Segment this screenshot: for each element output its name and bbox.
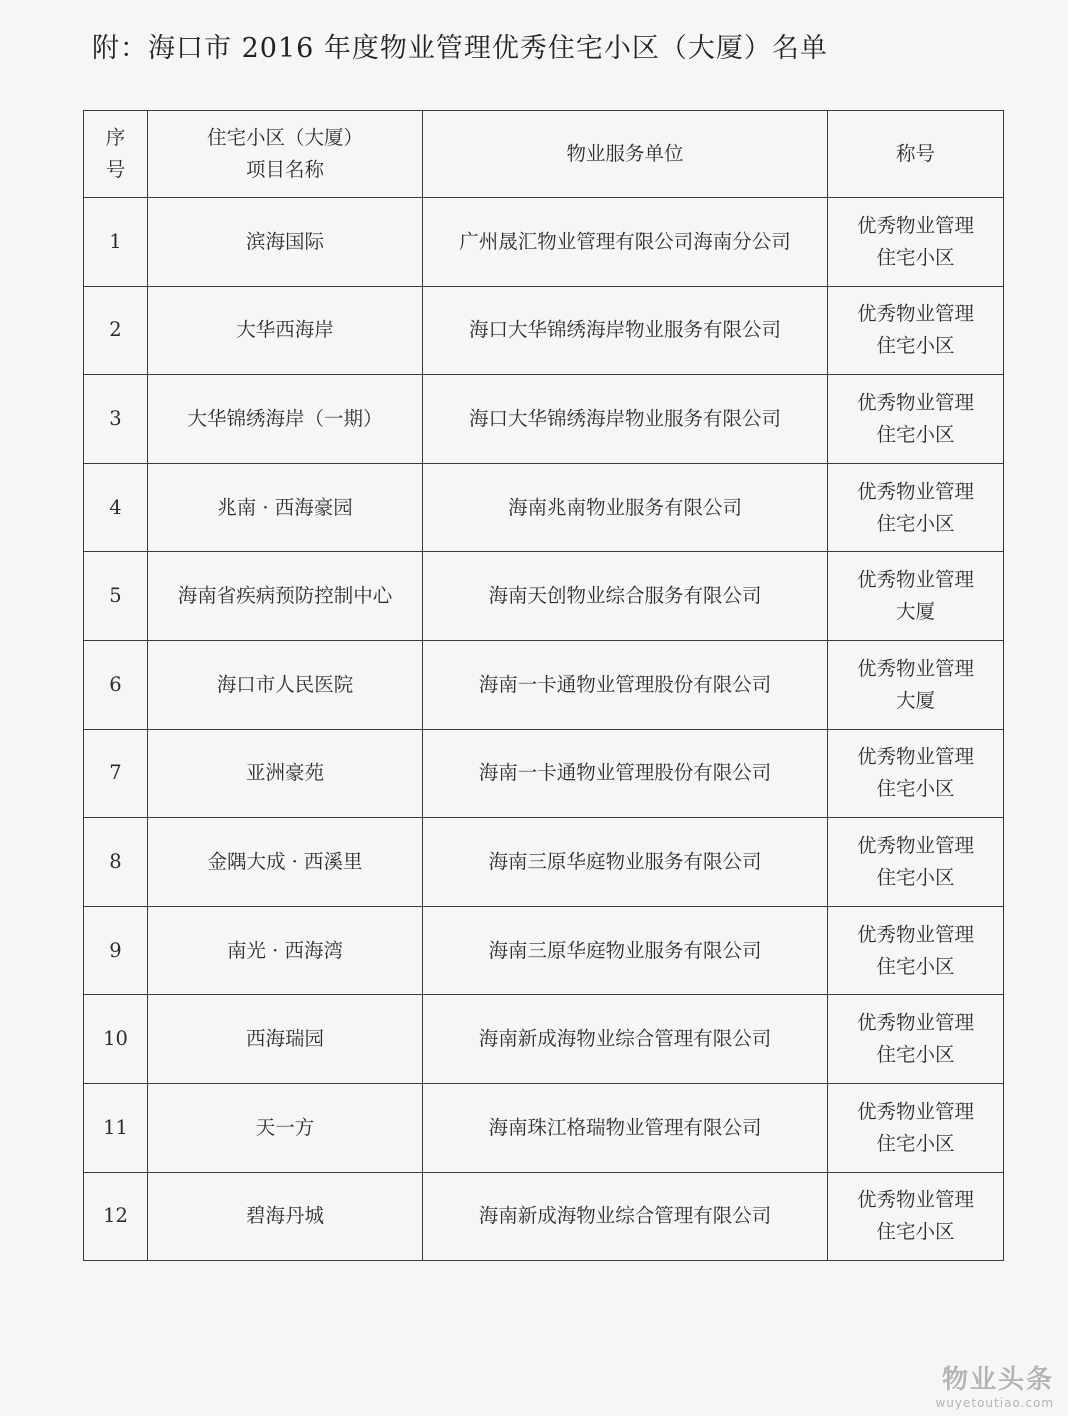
award-title-line: 优秀物业管理	[856, 922, 974, 946]
cell-serial-number: 11	[84, 1083, 148, 1172]
cell-serial-number: 10	[84, 995, 148, 1084]
table-row	[84, 906, 1004, 995]
cell-serial-number: 5	[84, 552, 148, 641]
award-title-line: 优秀物业管理	[856, 656, 974, 680]
cell-serial-number: 4	[84, 463, 148, 552]
watermark-name: 物业头条	[941, 1365, 1054, 1395]
watermark-logo	[935, 1359, 1054, 1410]
award-title-line: 住宅小区	[876, 1131, 955, 1155]
cell-award-title	[828, 552, 1004, 641]
award-title-line: 住宅小区	[876, 1220, 955, 1244]
header-award-title: 称号	[828, 111, 1004, 198]
award-title-line: 住宅小区	[876, 777, 955, 801]
cell-service-unit: 海口大华锦绣海岸物业服务有限公司	[423, 375, 828, 464]
cell-project-name: 大华锦绣海岸（一期）	[148, 375, 423, 464]
cell-project-name: 海南省疾病预防控制中心	[148, 552, 423, 641]
cell-service-unit: 海南新成海物业综合管理有限公司	[423, 1172, 828, 1261]
cell-project-name: 南光 · 西海湾	[148, 906, 423, 995]
award-title-line: 优秀物业管理	[856, 302, 974, 326]
cell-service-unit: 海口大华锦绣海岸物业服务有限公司	[423, 286, 828, 375]
cell-award-title	[828, 1083, 1004, 1172]
cell-service-unit: 海南一卡通物业管理股份有限公司	[423, 640, 828, 729]
header-service-unit: 物业服务单位	[423, 111, 828, 198]
header-project-line-2: 项目名称	[245, 158, 324, 181]
cell-service-unit: 海南天创物业综合服务有限公司	[423, 552, 828, 641]
award-title-line: 住宅小区	[876, 1043, 955, 1067]
header-project-name	[148, 111, 423, 198]
cell-award-title	[828, 463, 1004, 552]
cell-service-unit: 海南三原华庭物业服务有限公司	[423, 906, 828, 995]
cell-serial-number: 2	[84, 286, 148, 375]
award-title-line: 优秀物业管理	[856, 568, 974, 592]
cell-project-name: 兆南 · 西海豪园	[148, 463, 423, 552]
cell-service-unit: 海南三原华庭物业服务有限公司	[423, 818, 828, 907]
award-title-line: 大厦	[895, 600, 935, 624]
cell-serial-number: 6	[84, 640, 148, 729]
table-row	[84, 995, 1004, 1084]
table-header-row	[84, 111, 1004, 198]
header-serial-number	[84, 111, 148, 198]
award-title-line: 优秀物业管理	[856, 213, 974, 237]
cell-project-name: 大华西海岸	[148, 286, 423, 375]
cell-award-title	[828, 375, 1004, 464]
table-row	[84, 818, 1004, 907]
table-row	[84, 1172, 1004, 1261]
cell-award-title	[828, 906, 1004, 995]
cell-project-name: 碧海丹城	[148, 1172, 423, 1261]
award-title-line: 优秀物业管理	[856, 1099, 974, 1123]
award-title-line: 住宅小区	[876, 245, 955, 269]
watermark-url: wuyetoutiao.com	[935, 1396, 1054, 1410]
award-title-line: 大厦	[895, 688, 935, 712]
award-title-line: 优秀物业管理	[856, 390, 974, 414]
cell-award-title	[828, 1172, 1004, 1261]
award-title-line: 优秀物业管理	[856, 1188, 974, 1212]
table-row	[84, 375, 1004, 464]
cell-service-unit: 海南珠江格瑞物业管理有限公司	[423, 1083, 828, 1172]
table-row	[84, 1083, 1004, 1172]
table-row	[84, 729, 1004, 818]
cell-project-name: 天一方	[148, 1083, 423, 1172]
cell-award-title	[828, 640, 1004, 729]
award-title-line: 优秀物业管理	[856, 745, 974, 769]
cell-serial-number: 7	[84, 729, 148, 818]
cell-service-unit: 海南一卡通物业管理股份有限公司	[423, 729, 828, 818]
award-title-line: 住宅小区	[876, 422, 955, 446]
cell-award-title	[828, 198, 1004, 287]
award-title-line: 优秀物业管理	[856, 1011, 974, 1035]
cell-serial-number: 1	[84, 198, 148, 287]
cell-service-unit: 广州晟汇物业管理有限公司海南分公司	[423, 198, 828, 287]
table-row	[84, 463, 1004, 552]
cell-award-title	[828, 995, 1004, 1084]
cell-serial-number: 9	[84, 906, 148, 995]
award-title-line: 优秀物业管理	[856, 479, 974, 503]
award-title-line: 住宅小区	[876, 865, 955, 889]
cell-serial-number: 12	[84, 1172, 148, 1261]
award-title-line: 住宅小区	[876, 334, 955, 358]
cell-serial-number: 8	[84, 818, 148, 907]
cell-award-title	[828, 286, 1004, 375]
cell-award-title	[828, 818, 1004, 907]
cell-project-name: 海口市人民医院	[148, 640, 423, 729]
page-title: 附：海口市 2016 年度物业管理优秀住宅小区（大厦）名单	[92, 33, 828, 64]
table-row	[84, 552, 1004, 641]
header-project-line-1: 住宅小区（大厦）	[206, 126, 363, 149]
cell-project-name: 亚洲豪苑	[148, 729, 423, 818]
table-row	[84, 286, 1004, 375]
header-serial-line-2: 号	[105, 158, 126, 181]
award-title-line: 优秀物业管理	[856, 833, 974, 857]
table-body	[84, 198, 1004, 1261]
award-title-line: 住宅小区	[876, 511, 955, 535]
cell-award-title	[828, 729, 1004, 818]
header-serial-line-1: 序	[105, 126, 126, 149]
cell-service-unit: 海南兆南物业服务有限公司	[423, 463, 828, 552]
award-list-table	[83, 110, 1004, 1261]
cell-project-name: 西海瑞园	[148, 995, 423, 1084]
table-row	[84, 198, 1004, 287]
cell-project-name: 滨海国际	[148, 198, 423, 287]
award-title-line: 住宅小区	[876, 954, 955, 978]
cell-project-name: 金隅大成 · 西溪里	[148, 818, 423, 907]
table-row	[84, 640, 1004, 729]
cell-serial-number: 3	[84, 375, 148, 464]
cell-service-unit: 海南新成海物业综合管理有限公司	[423, 995, 828, 1084]
